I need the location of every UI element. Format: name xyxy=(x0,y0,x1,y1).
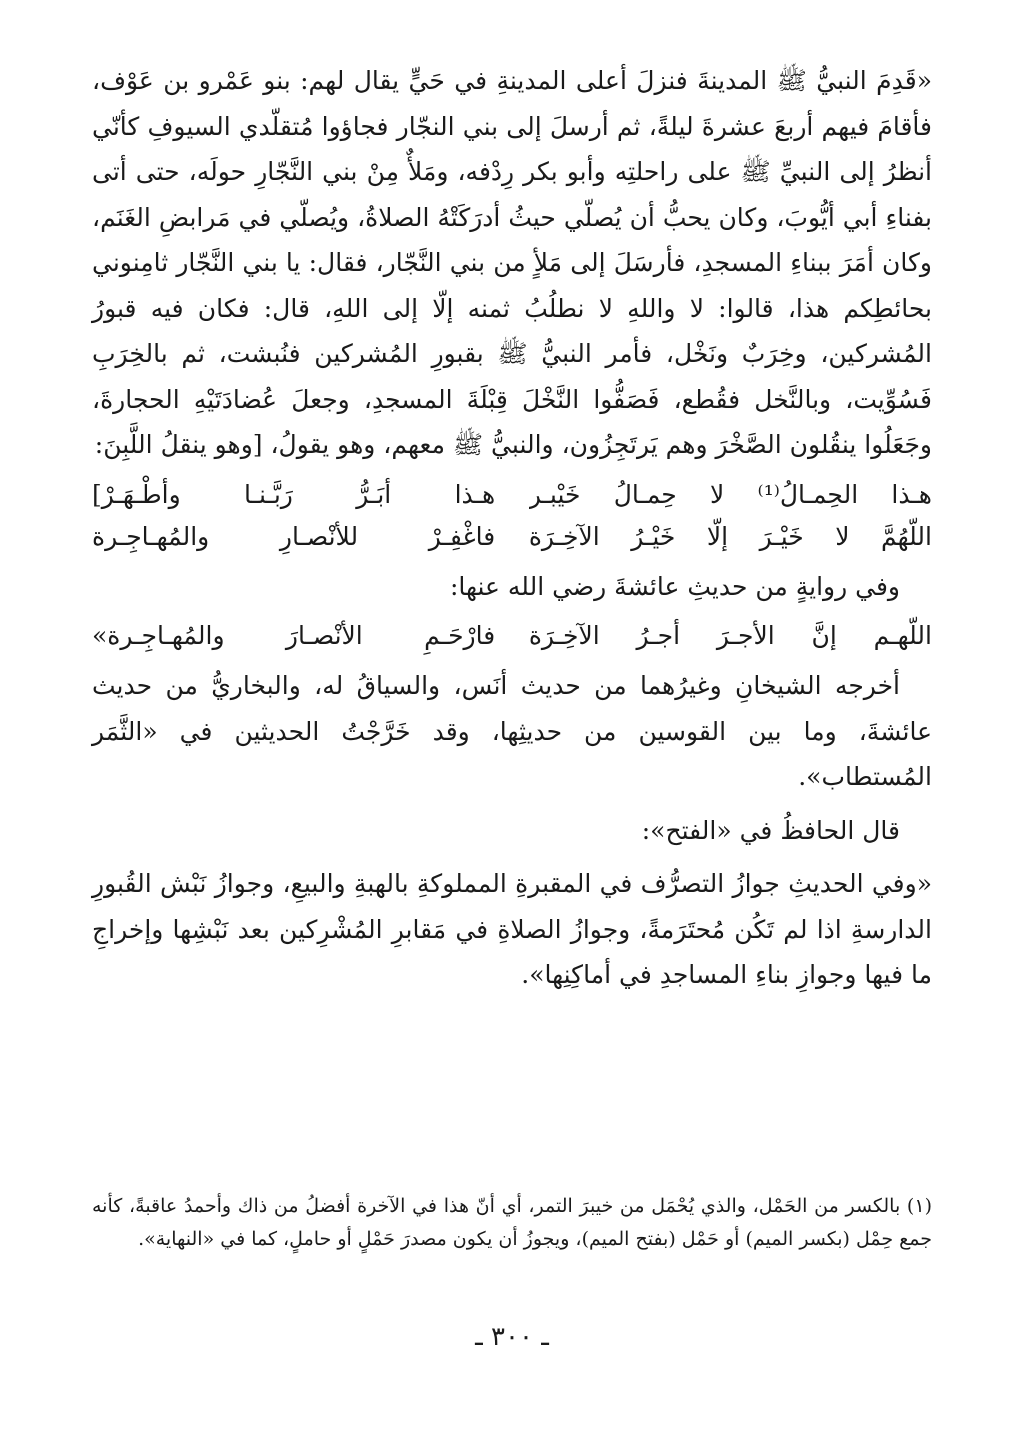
verse-line xyxy=(92,615,932,657)
fath-quote: «وفي الحديثِ جوازُ التصرُّف في المقبرةِ المملوكةِ بالهبةِ والبيعِ، وجوازُ نَبْش القُبورِ الدارسةِ اذا لم تَكُن مُحتَرَمةً، وجوازُ الصلاةِ في مَقابرِ المُشْرِكين بعد نَبْشِها وإخراجِ ما فيها وجوازِ بناءِ المساجدِ في أماكِنِها». xyxy=(92,869,932,989)
spacer xyxy=(92,800,932,808)
footnotes xyxy=(92,1190,932,1256)
takhrij-paragraph: أخرجه الشيخانِ وغيرُهما من حديث أنَس، والسياقُ له، والبخاريُّ من حديث عائشةَ، وما بين القوسين من حديثِها، وقد خَرَّجْتُ الحديثين في «الثَّمَر المُستطاب». xyxy=(92,671,932,791)
footnote-1: (١) بالكسر من الحَمْل، والذي يُحْمَل من خيبرَ التمر، أي أنّ هذا في الآخرة أفضلُ من ذاك وأحمدُ عاقبةً، كأنه جمع حِمْل (بكسر الميم) أو حَمْل (بفتح الميم)، ويجوزُ أن يكون مصدرَ حَمْلٍ أو حاملٍ، كما في «النهاية». xyxy=(92,1195,932,1250)
verse-second-hemistich: فارْحَـمِ الأنْصـارَ والمُهـاجِـرة» xyxy=(92,621,496,650)
verse-line xyxy=(92,474,932,516)
page-number: ـ ٣٠٠ ـ xyxy=(475,1322,549,1352)
hadith-paragraph: «قَدِمَ النبيُّ ﷺ المدينةَ فنزلَ أعلى المدينةِ في حَيٍّ يقال لهم: بنو عَمْرو بن عَوْف، فأقامَ فيهم أربعَ عشرةَ ليلةً، ثم أرسلَ إلى بني النجّار فجاؤوا مُتقلّدي السيوفِ كأنّي أنظرُ إلى النبيِّ ﷺ على راحلتِه وأبو بكر رِدْفه، ومَلأٌ مِنْ بني النَّجّارِ حولَه، حتى أتى بفناءِ أبي أيُّوبَ، وكان يحبُّ أن يُصلّي حيثُ أدرَكَتْهُ الصلاةُ، ويُصلّي في مَرابضِ الغَنَم، وكان أمَرَ ببناءِ المسجدِ، فأرسَلَ إلى مَلأٍ من بني النَّجّار، فقال: يا بني النَّجّار ثامِنوني بحائطِكم هذا، قالوا: لا واللهِ لا نطلُبُ ثمنه إلّا إلى اللهِ، قال: فكان فيه قبورُ المُشركين، وخِرَبٌ ونَخْل، فأمر النبيُّ ﷺ بقبورِ المُشركين فنُبشت، ثم بالخِرَبِ فَسُوِّيت، وبالنَّخل فقُطع، فَصَفُّوا النَّخْلَ قِبْلَةَ المسجدِ، وجعلَ عُضادَتَيْهِ الحجارةَ، وجَعَلُوا ينقُلون الصَّخْرَ وهم يَرتَجِزُون، والنبيُّ ﷺ معهم، وهو يقولُ، [وهو ينقلُ اللَّبِنَ: xyxy=(92,66,932,459)
page-body xyxy=(92,58,932,998)
verse-first-hemistich: اللّهُمَّ لا خَيْـرَ إلّا خَيْـرُ الآخِـرَة xyxy=(528,521,932,551)
narration-intro: وفي روايةٍ من حديثِ عائشةَ رضي الله عنها: xyxy=(449,571,900,601)
verse-first-hemistich: اللّهـم إنَّ الأجـرَ أجـرُ الآخِـرَة xyxy=(528,621,932,650)
verse-block-2 xyxy=(92,615,932,657)
quote-intro: قال الحافظُ في «الفتح»: xyxy=(641,815,900,845)
spacer xyxy=(92,853,932,861)
verse-second-hemistich: فاغْفِـرْ للأنْصـارِ والمُهـاجِـرة xyxy=(92,521,496,551)
verse-second-hemistich: هـذا أبَـرُّ رَبَّـنـا وأطْـهَـرْ] xyxy=(92,479,496,509)
verse-first-hemistich: هـذا الحِمـالُ⁽¹⁾ لا حِمـالُ خَيْبـر xyxy=(528,479,932,509)
verse-line xyxy=(92,516,932,558)
verse-block-1 xyxy=(92,474,932,558)
